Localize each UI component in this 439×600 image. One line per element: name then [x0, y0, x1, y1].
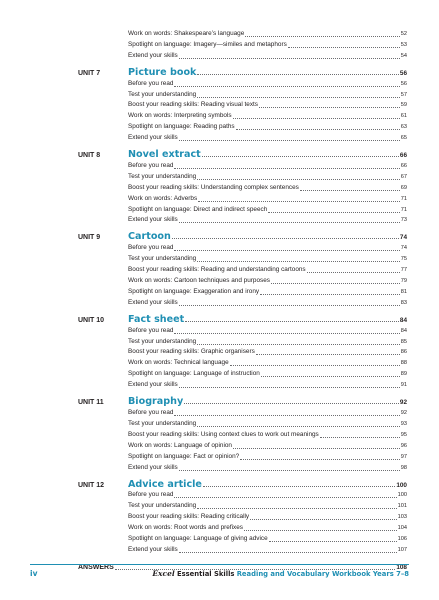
dot-leader [179, 545, 397, 553]
dot-leader [300, 183, 400, 191]
entry-page: 69 [400, 184, 407, 191]
dot-leader [172, 231, 399, 239]
dot-leader [179, 380, 400, 388]
toc-entry [78, 326, 407, 336]
dot-leader [185, 314, 399, 322]
entry-page: 67 [400, 173, 407, 180]
toc-entry [78, 430, 407, 440]
dot-leader [250, 512, 397, 520]
entry-label: Spotlight on language: Reading paths [128, 123, 235, 131]
unit-title: Advice article [128, 478, 202, 490]
entry-label: Extend your skills [128, 381, 178, 389]
entry-page: 66 [400, 163, 407, 170]
unit-number: UNIT 12 [78, 481, 105, 489]
entry-label: Work on words: Language of opinion [128, 441, 232, 449]
entry-page: 61 [400, 113, 407, 120]
entry-page: 57 [400, 91, 407, 98]
entry-page: 52 [400, 31, 407, 37]
answers-page: 108 [396, 563, 407, 571]
dot-leader [256, 347, 400, 355]
entry-page: 71 [400, 206, 407, 213]
entry-label: Spotlight on language: Exaggeration and irony [128, 287, 260, 295]
entry-label: Test your understanding [128, 172, 197, 180]
entry-label: Before you read [128, 79, 174, 87]
dot-leader [259, 100, 400, 108]
entry-page: 77 [400, 267, 407, 274]
unit-number: UNIT 10 [78, 316, 105, 324]
entry-page: 101 [397, 503, 407, 510]
unit-number: UNIT 7 [78, 69, 101, 77]
entry-page: 59 [400, 102, 407, 109]
toc-entry [78, 380, 407, 390]
toc-entry [78, 369, 407, 379]
toc-entry [78, 51, 407, 61]
entry-page: 107 [397, 546, 407, 553]
entry-label: Boost your reading skills: Reading visual texts [128, 101, 259, 109]
entry-page: 54 [400, 52, 407, 59]
dot-leader [179, 51, 400, 59]
entry-page: 81 [400, 288, 407, 295]
toc-entry [78, 215, 407, 225]
entry-page: 100 [397, 492, 407, 499]
toc-entry [78, 337, 407, 347]
dot-leader [245, 29, 399, 37]
entry-label: Before you read [128, 162, 174, 170]
toc-entry [78, 358, 407, 368]
entry-label: Spotlight on language: Direct and indirect speech [128, 205, 268, 213]
toc-entry [78, 133, 407, 143]
toc-entry [78, 29, 407, 39]
entry-page: 83 [400, 299, 407, 306]
entry-page: 103 [397, 514, 407, 521]
toc-entry [78, 122, 407, 132]
entry-label: Test your understanding [128, 337, 197, 345]
entry-page: 97 [400, 453, 407, 460]
toc-entry [78, 243, 407, 253]
dot-leader [197, 254, 400, 262]
entry-page: 71 [400, 195, 407, 202]
unit-heading [78, 67, 407, 78]
dot-leader [184, 396, 399, 404]
toc-entry [78, 276, 407, 286]
dot-leader [233, 441, 400, 449]
entry-page: 88 [400, 360, 407, 367]
entry-page: 98 [400, 464, 407, 471]
dot-leader [307, 265, 400, 273]
dot-leader [288, 40, 400, 48]
entry-label: Before you read [128, 491, 174, 499]
dot-leader [198, 194, 400, 202]
unit-section [78, 314, 407, 390]
toc-entry [78, 205, 407, 215]
toc-entry [78, 534, 407, 544]
footer-book-info [152, 569, 409, 578]
dot-leader [271, 276, 400, 284]
entry-page: 86 [400, 349, 407, 356]
entry-page: 95 [400, 431, 407, 438]
series-name: Essential Skills [176, 570, 235, 578]
unit-title: Novel extract [128, 149, 201, 161]
unit-page: 84 [399, 316, 407, 324]
entry-label: Boost your reading skills: Reading critically [128, 513, 250, 521]
table-of-contents [78, 29, 407, 573]
toc-entry [78, 40, 407, 50]
unit-page: 56 [399, 69, 407, 77]
entry-page: 56 [400, 80, 407, 87]
toc-entry [78, 523, 407, 533]
dot-leader [174, 161, 399, 169]
entry-label: Test your understanding [128, 419, 197, 427]
entry-label: Test your understanding [128, 90, 197, 98]
entry-label: Boost your reading skills: Graphic organisers [128, 348, 255, 356]
unit-heading [78, 149, 407, 160]
entry-label: Work on words: Adverbs [128, 194, 198, 202]
unit-number: UNIT 11 [78, 399, 104, 407]
dot-leader [203, 479, 395, 487]
toc-entry [78, 172, 407, 182]
page-number: iv [30, 569, 38, 578]
toc-entry [78, 111, 407, 121]
toc-entry [78, 194, 407, 204]
dot-leader [244, 523, 397, 531]
unit-heading [78, 396, 407, 407]
toc-entry [78, 287, 407, 297]
entry-label: Extend your skills [128, 51, 178, 59]
unit-heading [78, 231, 407, 242]
entry-page: 75 [400, 256, 407, 263]
unit-title: Cartoon [128, 231, 171, 243]
entry-label: Test your understanding [128, 502, 197, 510]
dot-leader [179, 133, 400, 141]
entry-page: 89 [400, 371, 407, 378]
toc-entry [78, 501, 407, 511]
dot-leader [269, 534, 397, 542]
unit-heading [78, 314, 407, 325]
toc-entry [78, 254, 407, 264]
entry-label: Extend your skills [128, 545, 178, 553]
dot-leader [320, 430, 400, 438]
toc-entry [78, 441, 407, 451]
unit-section [78, 149, 407, 225]
unit-number: UNIT 9 [78, 234, 101, 242]
unit-title: Fact sheet [128, 313, 185, 325]
entry-page: 96 [400, 442, 407, 449]
entry-page: 104 [397, 525, 407, 532]
dot-leader [174, 408, 399, 416]
dot-leader [179, 298, 400, 306]
entry-label: Before you read [128, 244, 174, 252]
dot-leader [179, 215, 400, 223]
entry-page: 85 [400, 338, 407, 345]
dot-leader [260, 287, 400, 295]
unit-page: 74 [399, 234, 407, 242]
dot-leader [197, 501, 396, 509]
unit-number: UNIT 8 [78, 152, 101, 160]
dot-leader [174, 243, 399, 251]
entry-label: Spotlight on language: Fact or opinion? [128, 452, 240, 460]
toc-entry [78, 408, 407, 418]
unit-page: 92 [399, 399, 407, 407]
unit-section [78, 67, 407, 143]
entry-label: Test your understanding [128, 255, 197, 263]
entry-label: Extend your skills [128, 463, 178, 471]
unit-section [78, 479, 407, 555]
entry-page: 63 [400, 124, 407, 131]
dot-leader [240, 452, 400, 460]
dot-leader [236, 122, 400, 130]
pre-entries [78, 29, 407, 61]
dot-leader [197, 172, 400, 180]
toc-entry [78, 347, 407, 357]
entry-label: Work on words: Technical language [128, 359, 229, 367]
entry-page: 84 [400, 327, 407, 334]
toc-entry [78, 545, 407, 555]
entry-label: Extend your skills [128, 298, 178, 306]
entry-label: Extend your skills [128, 134, 178, 142]
entry-page: 65 [400, 135, 407, 142]
dot-leader [197, 337, 400, 345]
dot-leader [179, 463, 400, 471]
answers-label: ANSWERS [78, 563, 114, 571]
entry-page: 92 [400, 410, 407, 417]
entry-label: Boost your reading skills: Understanding complex sentences [128, 183, 299, 191]
entry-page: 73 [400, 217, 407, 224]
dot-leader [197, 67, 398, 75]
entry-label: Spotlight on language: Imagery—similes and metaphors [128, 40, 287, 48]
entry-label: Work on words: Shakespeare’s language [128, 30, 245, 37]
entry-page: 53 [400, 41, 407, 48]
dot-leader [268, 205, 400, 213]
entry-label: Before you read [128, 326, 174, 334]
entry-page: 79 [400, 278, 407, 285]
dot-leader [233, 111, 400, 119]
unit-section [78, 396, 407, 472]
entry-label: Before you read [128, 409, 174, 417]
toc-entry [78, 463, 407, 473]
toc-entry [78, 100, 407, 110]
dot-leader [202, 149, 399, 157]
dot-leader [197, 419, 400, 427]
entry-page: 74 [400, 245, 407, 252]
unit-page: 100 [396, 481, 407, 489]
toc-entry [78, 298, 407, 308]
unit-page: 66 [399, 152, 407, 160]
toc-entry [78, 452, 407, 462]
unit-title: Biography [128, 396, 184, 408]
dot-leader [174, 79, 399, 87]
entry-label: Work on words: Interpreting symbols [128, 112, 232, 120]
dot-leader [230, 358, 400, 366]
entry-label: Boost your reading skills: Reading and understanding cartoons [128, 266, 306, 274]
entry-page: 106 [397, 535, 407, 542]
toc-entry [78, 490, 407, 500]
entry-label: Work on words: Cartoon techniques and purposes [128, 277, 270, 285]
page-footer [30, 569, 409, 581]
unit-heading [78, 479, 407, 490]
entry-label: Extend your skills [128, 216, 178, 224]
entry-label: Work on words: Root words and prefixes [128, 524, 243, 532]
dot-leader [197, 90, 400, 98]
toc-entry [78, 419, 407, 429]
footer-rule [30, 564, 409, 565]
dot-leader [261, 369, 400, 377]
dot-leader [174, 490, 396, 498]
entry-label: Spotlight on language: Language of instruction [128, 370, 260, 378]
entry-page: 91 [400, 382, 407, 389]
brand-logo: Excel [152, 569, 175, 578]
entry-label: Boost your reading skills: Using context clues to work out meanings [128, 430, 319, 438]
dot-leader [174, 326, 399, 334]
toc-entry [78, 79, 407, 89]
unit-title: Picture book [128, 66, 197, 78]
toc-entry [78, 183, 407, 193]
book-title: Reading and Vocabulary Workbook Years 7–8 [236, 570, 409, 578]
unit-section [78, 231, 407, 307]
toc-entry [78, 265, 407, 275]
toc-entry [78, 90, 407, 100]
entry-label: Spotlight on language: Language of giving advice [128, 534, 268, 542]
toc-entry [78, 512, 407, 522]
entry-page: 93 [400, 420, 407, 427]
toc-entry [78, 161, 407, 171]
